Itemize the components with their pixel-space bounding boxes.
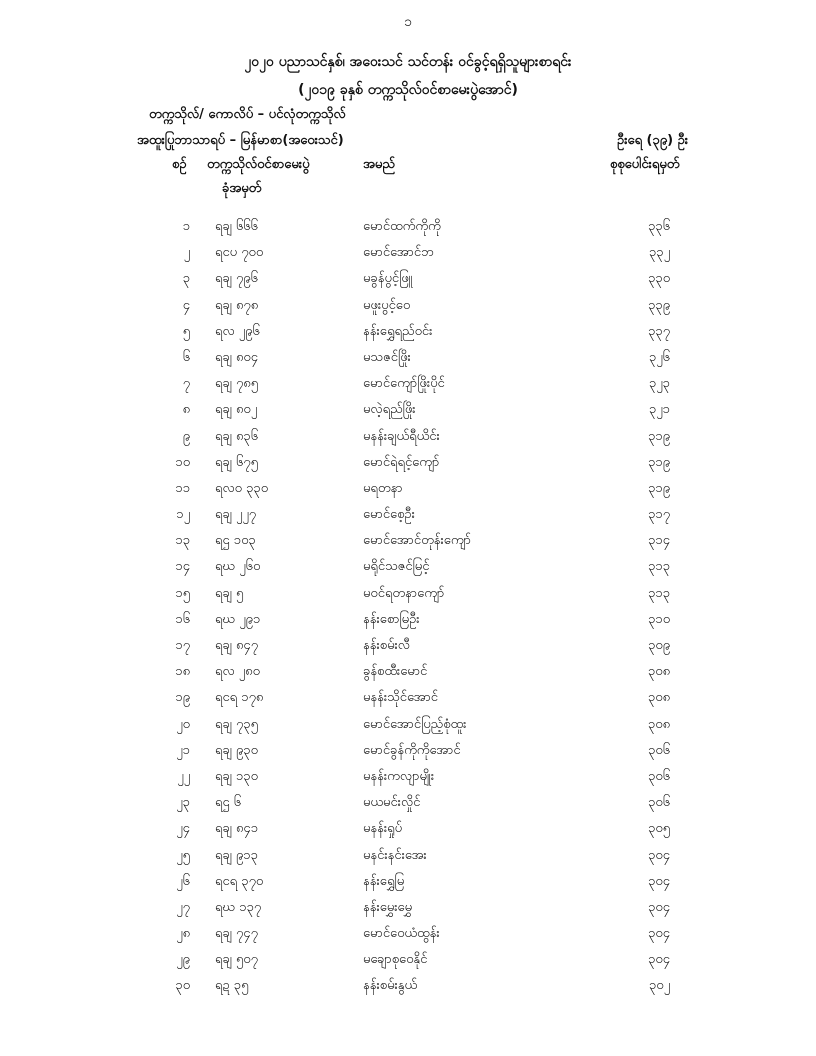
page-number: ၁ <box>404 14 412 30</box>
table-row <box>0 506 816 532</box>
row-name: မခွန်ပွင့်ဖြူ <box>363 271 413 287</box>
table-row <box>0 820 816 846</box>
row-total: ၃၀၆ <box>648 795 670 811</box>
student-count: ဦးရေ (၃၉) ဦး <box>617 133 689 148</box>
row-no: ၁၈ <box>175 664 190 680</box>
row-name: မောင်စေ့ဦး <box>363 507 415 523</box>
row-name: မောင်အောင်ဘ <box>363 245 434 261</box>
row-no: ၂၇ <box>176 899 190 915</box>
table-row <box>0 297 816 323</box>
table-row <box>0 637 816 663</box>
row-no: ၈ <box>182 402 190 418</box>
row-total: ၃၃၉ <box>648 297 670 313</box>
row-name: မရိုင်သဇင်မြင့် <box>363 559 430 575</box>
row-no: ၁ <box>182 219 190 234</box>
row-no: ၁၆ <box>175 611 190 627</box>
results-table <box>0 218 816 1004</box>
row-no: ၃ <box>182 271 190 287</box>
table-row <box>0 454 816 480</box>
table-row <box>0 951 816 977</box>
row-no: ၂၂ <box>177 768 190 784</box>
row-roll: ရချ ၉၃၀ <box>215 742 258 758</box>
row-total: ၃၃၆ <box>648 219 670 234</box>
row-name: မောင်အောင်ပြည့်စုံထူး <box>363 716 467 732</box>
row-total: ၃၀၂ <box>648 978 670 994</box>
row-total: ၃၀၈ <box>647 716 670 732</box>
table-row <box>0 480 816 506</box>
table-row <box>0 899 816 925</box>
row-name: နန်းရွှေရည်ဝင်း <box>363 323 433 339</box>
row-no: ၉ <box>182 428 190 444</box>
row-name: မနန်းရှုပ် <box>363 821 403 837</box>
row-no: ၂၉ <box>176 952 190 968</box>
row-name: မောင်ကျော်ဖြိုးပိုင် <box>363 376 445 392</box>
column-header-roll: တက္ကသိုလ်ဝင်စာမေးပွဲ <box>207 157 310 172</box>
row-roll: ရချ ၅၀၇ <box>215 952 258 968</box>
row-roll: ရချ ၇၄၇ <box>215 926 258 942</box>
row-name: နန်းစမ်းနွယ် <box>363 978 418 994</box>
table-row <box>0 977 816 1003</box>
row-total: ၃၀၈ <box>647 690 670 706</box>
row-no: ၃၀ <box>175 978 190 994</box>
row-name: မောင်ထက်ကိုကို <box>363 219 441 234</box>
row-no: ၁၄ <box>175 559 190 575</box>
table-row <box>0 244 816 270</box>
row-no: ၁၅ <box>175 585 190 601</box>
row-name: မောင်ခွန်ကိုကိုအောင် <box>363 742 461 758</box>
row-name: မလဲ့ရည်ဖြိုး <box>363 402 416 418</box>
row-name: မရတနာ <box>363 480 403 496</box>
row-name: မောင်ဝေယံထွန်း <box>363 926 440 942</box>
row-roll: ရချ ၈၄၇ <box>215 638 259 653</box>
row-name: မဝင်ရတနာကျော် <box>363 585 445 601</box>
row-roll: ရဍ ၃၅ <box>215 978 249 994</box>
table-row <box>0 611 816 637</box>
row-roll: ရငရ ၃၇၀ <box>215 873 264 889</box>
table-row <box>0 349 816 375</box>
row-total: ၃၀၈ <box>647 664 670 680</box>
row-total: ၃၀၄ <box>648 952 670 968</box>
row-total: ၃၀၆ <box>648 768 670 784</box>
row-no: ၁၁ <box>175 480 190 496</box>
table-row <box>0 375 816 401</box>
university-line: တက္ကသိုလ်/ ကောလိပ် – ပင်လုံတက္ကသိုလ် <box>149 107 346 122</box>
table-row <box>0 689 816 715</box>
table-row <box>0 323 816 349</box>
row-total: ၃၁၀ <box>648 611 670 627</box>
row-total: ၃၁၉ <box>648 480 670 496</box>
row-name: မယမင်းလှိုင် <box>363 795 421 811</box>
row-total: ၃၀၄ <box>648 873 670 889</box>
row-name: မနင်းနင်းအေး <box>363 847 427 863</box>
row-no: ၁၇ <box>175 638 190 653</box>
row-no: ၂ <box>183 245 190 261</box>
row-no: ၂၆ <box>176 873 190 889</box>
row-total: ၃၀၄ <box>648 847 670 863</box>
row-no: ၁၉ <box>175 690 190 706</box>
column-header-name: အမည် <box>363 157 395 172</box>
row-total: ၃၁၃ <box>648 559 670 575</box>
row-name: မောင်ရဲရင့်ကျော် <box>363 454 440 470</box>
row-total: ၃၁၃ <box>648 585 670 601</box>
table-row <box>0 925 816 951</box>
row-roll: ရလ ၂၉၆ <box>215 323 260 339</box>
row-roll: ရလဝ ၃၃၀ <box>215 480 269 496</box>
row-no: ၂၃ <box>176 795 190 811</box>
row-roll: ရချ ၆၆၆ <box>215 219 258 234</box>
row-roll: ရချ ၅ <box>215 585 244 601</box>
row-roll: ရချ ၇၈၅ <box>215 376 259 392</box>
row-no: ၂၀ <box>176 716 190 732</box>
row-no: ၂၄ <box>176 821 190 837</box>
row-name: ခွန်စထီးမောင် <box>363 664 428 680</box>
row-no: ၅ <box>182 323 190 339</box>
row-roll: ရလ ၂၈၀ <box>215 664 260 680</box>
row-roll: ရချ ၂၂၇ <box>215 507 257 523</box>
document-subtitle: (၂၀၁၉ ခုနှစ် တက္ကသိုလ်ဝင်စာမေးပွဲအောင်) <box>298 82 518 98</box>
row-roll: ရချ ၈၃၆ <box>215 428 259 444</box>
row-roll: ရဃ ၂၆၀ <box>215 559 261 575</box>
row-roll: ရချ ၈၇၈ <box>215 297 259 313</box>
row-no: ၁၃ <box>175 533 190 549</box>
row-roll: ရချ ၇၉၆ <box>215 271 258 287</box>
table-row <box>0 270 816 296</box>
table-row <box>0 218 816 244</box>
table-row <box>0 558 816 584</box>
row-roll: ရဌ ၆ <box>215 795 242 811</box>
column-header-roll-line-2: ခုံအမှတ် <box>222 181 262 196</box>
row-total: ၃၀၉ <box>648 638 670 653</box>
row-roll: ရချ ၁၃၀ <box>215 768 258 784</box>
row-no: ၂၈ <box>176 926 190 942</box>
row-name: မနန်းချယ်ရီယိင်း <box>363 428 440 444</box>
row-name: နန်းမွှေးမွှေ <box>363 899 413 915</box>
table-row <box>0 532 816 558</box>
table-row <box>0 873 816 899</box>
row-no: ၇ <box>182 376 190 392</box>
row-name: မနန်းသိုင်အောင် <box>363 690 439 706</box>
row-name: မဖူးပွင့်ဝေ <box>363 297 411 313</box>
row-total: ၃၀၅ <box>648 821 670 837</box>
row-roll: ရဃ ၂၉၁ <box>215 611 261 627</box>
row-total: ၃၃၂ <box>648 245 670 261</box>
row-name: နန်းစောမြဦး <box>363 611 420 627</box>
table-row <box>0 847 816 873</box>
row-roll: ရချ ၈၀၄ <box>215 349 259 365</box>
row-total: ၃၁၄ <box>648 533 670 549</box>
row-total: ၃၂၃ <box>648 376 670 392</box>
row-roll: ရချ ၉၁၃ <box>215 847 258 863</box>
row-no: ၂၁ <box>176 742 190 758</box>
table-row <box>0 742 816 768</box>
row-total: ၃၁၉ <box>648 454 670 470</box>
row-total: ၃၀၄ <box>648 926 670 942</box>
row-roll: ရချ ၈၄၁ <box>215 821 259 837</box>
table-row <box>0 401 816 427</box>
row-name: မောင်အောင်တုန်းကျော် <box>363 533 471 549</box>
row-no: ၄ <box>182 297 190 313</box>
row-total: ၃၃၀ <box>648 271 670 287</box>
row-roll: ရဃ ၁၃၇ <box>215 899 262 915</box>
row-no: ၁၀ <box>175 454 190 470</box>
row-total: ၃၂၁ <box>648 402 670 418</box>
table-row <box>0 585 816 611</box>
row-name: နန်းရွှေမြ <box>363 873 405 889</box>
row-no: ၂၅ <box>176 847 190 863</box>
subject-line: အထူးပြုဘာသာရပ် – မြန်မာစာ(အဝေးသင်) <box>137 133 344 148</box>
row-no: ၁၂ <box>176 507 190 523</box>
row-roll: ရချ ၈၀၂ <box>215 402 258 418</box>
table-row <box>0 794 816 820</box>
table-row <box>0 428 816 454</box>
row-total: ၃၂၆ <box>648 349 670 365</box>
document-title: ၂၀၂၀ ပညာသင်နှစ်၊ အဝေးသင် သင်တန်း ဝင်ခွင့်ရရှိသူများစာရင်း <box>244 54 572 70</box>
row-roll: ရဌ ၁၀၃ <box>215 533 256 549</box>
row-roll: ရချ ၆၇၅ <box>215 454 258 470</box>
row-total: ၃၁၉ <box>648 428 670 444</box>
row-total: ၃၀၆ <box>648 742 670 758</box>
row-total: ၃၁၇ <box>648 507 670 523</box>
row-roll: ရငရ ၁၇၈ <box>215 690 264 706</box>
column-header-no: စဉ် <box>172 157 187 172</box>
row-name: မနန်းကလျာမျိုး <box>363 768 435 784</box>
row-name: မချောစုဝေနိုင် <box>363 952 428 968</box>
row-total: ၃၃၇ <box>648 323 670 339</box>
row-roll: ရချ ၇၃၅ <box>215 716 258 732</box>
table-row <box>0 716 816 742</box>
row-no: ၆ <box>182 349 190 365</box>
row-total: ၃၀၄ <box>648 899 670 915</box>
row-roll: ရငပ ၇၀၀ <box>215 245 264 261</box>
row-name: မသဇင်ဖြိုး <box>363 349 411 365</box>
table-row <box>0 768 816 794</box>
table-row <box>0 663 816 689</box>
row-name: နန်းစမ်းလီ <box>363 638 410 653</box>
column-header-total: စုစုပေါင်းရမှတ် <box>610 157 680 172</box>
